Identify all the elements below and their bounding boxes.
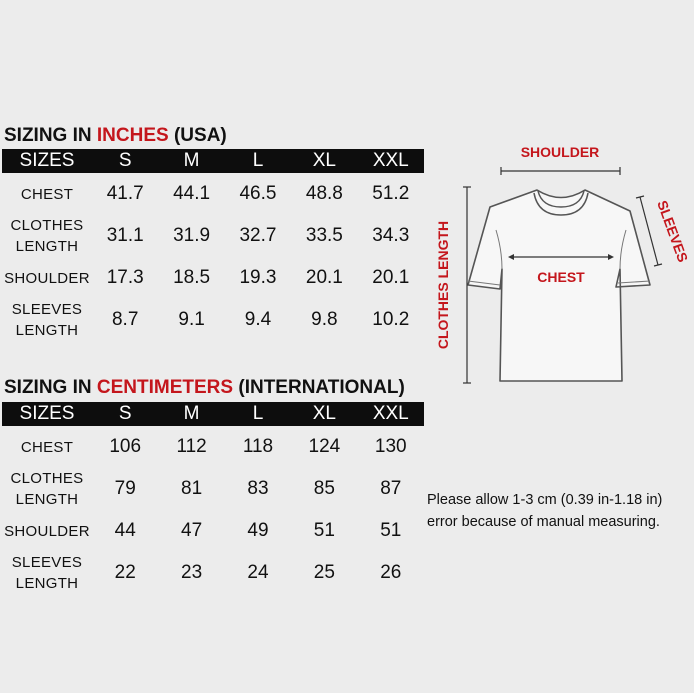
table-cell: 44 [114, 520, 136, 541]
table-cell: 9.8 [311, 309, 338, 330]
cm-title-prefix: SIZING IN [4, 377, 97, 398]
inches-size-table [2, 149, 424, 341]
table-cell: 10.2 [372, 309, 410, 330]
table-cell: 19.3 [239, 267, 277, 288]
table-cell: 87 [380, 478, 402, 499]
table-cell: 20.1 [305, 267, 343, 288]
table-cell: 41.7 [106, 183, 144, 204]
table-cell: 49 [247, 520, 269, 541]
table-cell: 31.1 [106, 225, 144, 246]
table-cell: 32.7 [239, 225, 277, 246]
table-cell: 48.8 [305, 183, 343, 204]
row-label: SLEEVES LENGTH [11, 554, 83, 592]
table-cell: 26 [380, 562, 402, 583]
inches-title-suffix: (USA) [168, 125, 227, 146]
clothes-length-label: CLOTHES LENGTH [435, 220, 451, 350]
table-cell: 8.7 [111, 309, 139, 330]
table-cell: 83 [247, 478, 269, 499]
table-cell: 9.1 [178, 309, 205, 330]
table-row [2, 510, 424, 552]
table-cell: 51 [313, 520, 335, 541]
header-m: M [158, 149, 224, 173]
table-cell: 79 [114, 478, 136, 499]
table-cell: 23 [181, 562, 203, 583]
table-cell: 24 [247, 562, 269, 583]
measurement-note [427, 489, 662, 533]
table-row [2, 173, 424, 215]
cm-title-suffix: (INTERNATIONAL) [233, 377, 405, 398]
table-cell: 25 [313, 562, 335, 583]
table-row [2, 257, 424, 299]
table-row [2, 468, 424, 510]
table-cell: 130 [374, 436, 407, 457]
row-label: CLOTHES LENGTH [10, 217, 84, 255]
table-cell: 85 [313, 478, 335, 499]
row-label: SHOULDER [4, 522, 90, 540]
row-label: CHEST [20, 185, 74, 203]
header-s: S [92, 149, 158, 173]
header-l: L [225, 149, 291, 173]
table-cell: 22 [114, 562, 136, 583]
table-cell: 33.5 [305, 225, 343, 246]
header-xl: XL [291, 149, 357, 173]
inches-section-title [4, 125, 227, 147]
header-sizes: SIZES [2, 149, 92, 173]
sleeves-label: SLEEVES [654, 198, 692, 265]
shoulder-label: SHOULDER [520, 144, 600, 160]
table-cell: 51.2 [372, 183, 410, 204]
table-cell: 9.4 [244, 309, 272, 330]
header-sizes: SIZES [2, 402, 92, 426]
header-m: M [158, 402, 224, 426]
table-header-row [2, 149, 424, 173]
centimeters-size-table [2, 402, 424, 594]
note-line-1: Please allow 1-3 cm (0.39 in-1.18 in) [427, 492, 663, 508]
row-label: SLEEVES LENGTH [11, 301, 83, 339]
table-cell: 47 [181, 520, 203, 541]
table-cell: 17.3 [106, 267, 144, 288]
table-header-row [2, 402, 424, 426]
header-xxl: XXL [358, 402, 424, 426]
header-xl: XL [291, 402, 357, 426]
inches-title-prefix: SIZING IN [4, 125, 97, 146]
table-cell: 81 [181, 478, 203, 499]
table-row [2, 299, 424, 341]
centimeters-section-title [4, 377, 405, 399]
header-l: L [225, 402, 291, 426]
table-row [2, 426, 424, 468]
table-cell: 31.9 [173, 225, 211, 246]
table-cell: 34.3 [372, 225, 410, 246]
cm-title-highlight: CENTIMETERS [96, 377, 234, 398]
table-cell: 20.1 [372, 267, 410, 288]
table-cell: 51 [380, 520, 402, 541]
table-cell: 44.1 [173, 183, 211, 204]
table-cell: 18.5 [173, 267, 211, 288]
shoulder-measure-line [501, 167, 620, 175]
note-line-2: error because of manual measuring. [427, 514, 660, 530]
table-cell: 46.5 [239, 183, 277, 204]
table-cell: 124 [308, 436, 341, 457]
table-cell: 106 [109, 436, 142, 457]
tshirt-icon [468, 190, 650, 381]
table-cell: 118 [242, 436, 274, 457]
table-cell: 112 [176, 436, 207, 457]
chest-label: CHEST [537, 269, 585, 285]
row-label: CHEST [20, 438, 74, 456]
row-label: CLOTHES LENGTH [10, 470, 84, 508]
tshirt-measurement-diagram [430, 135, 694, 390]
inches-title-highlight: INCHES [96, 125, 169, 146]
header-xxl: XXL [358, 149, 424, 173]
row-label: SHOULDER [4, 269, 90, 287]
table-row [2, 552, 424, 594]
table-row [2, 215, 424, 257]
header-s: S [92, 402, 158, 426]
